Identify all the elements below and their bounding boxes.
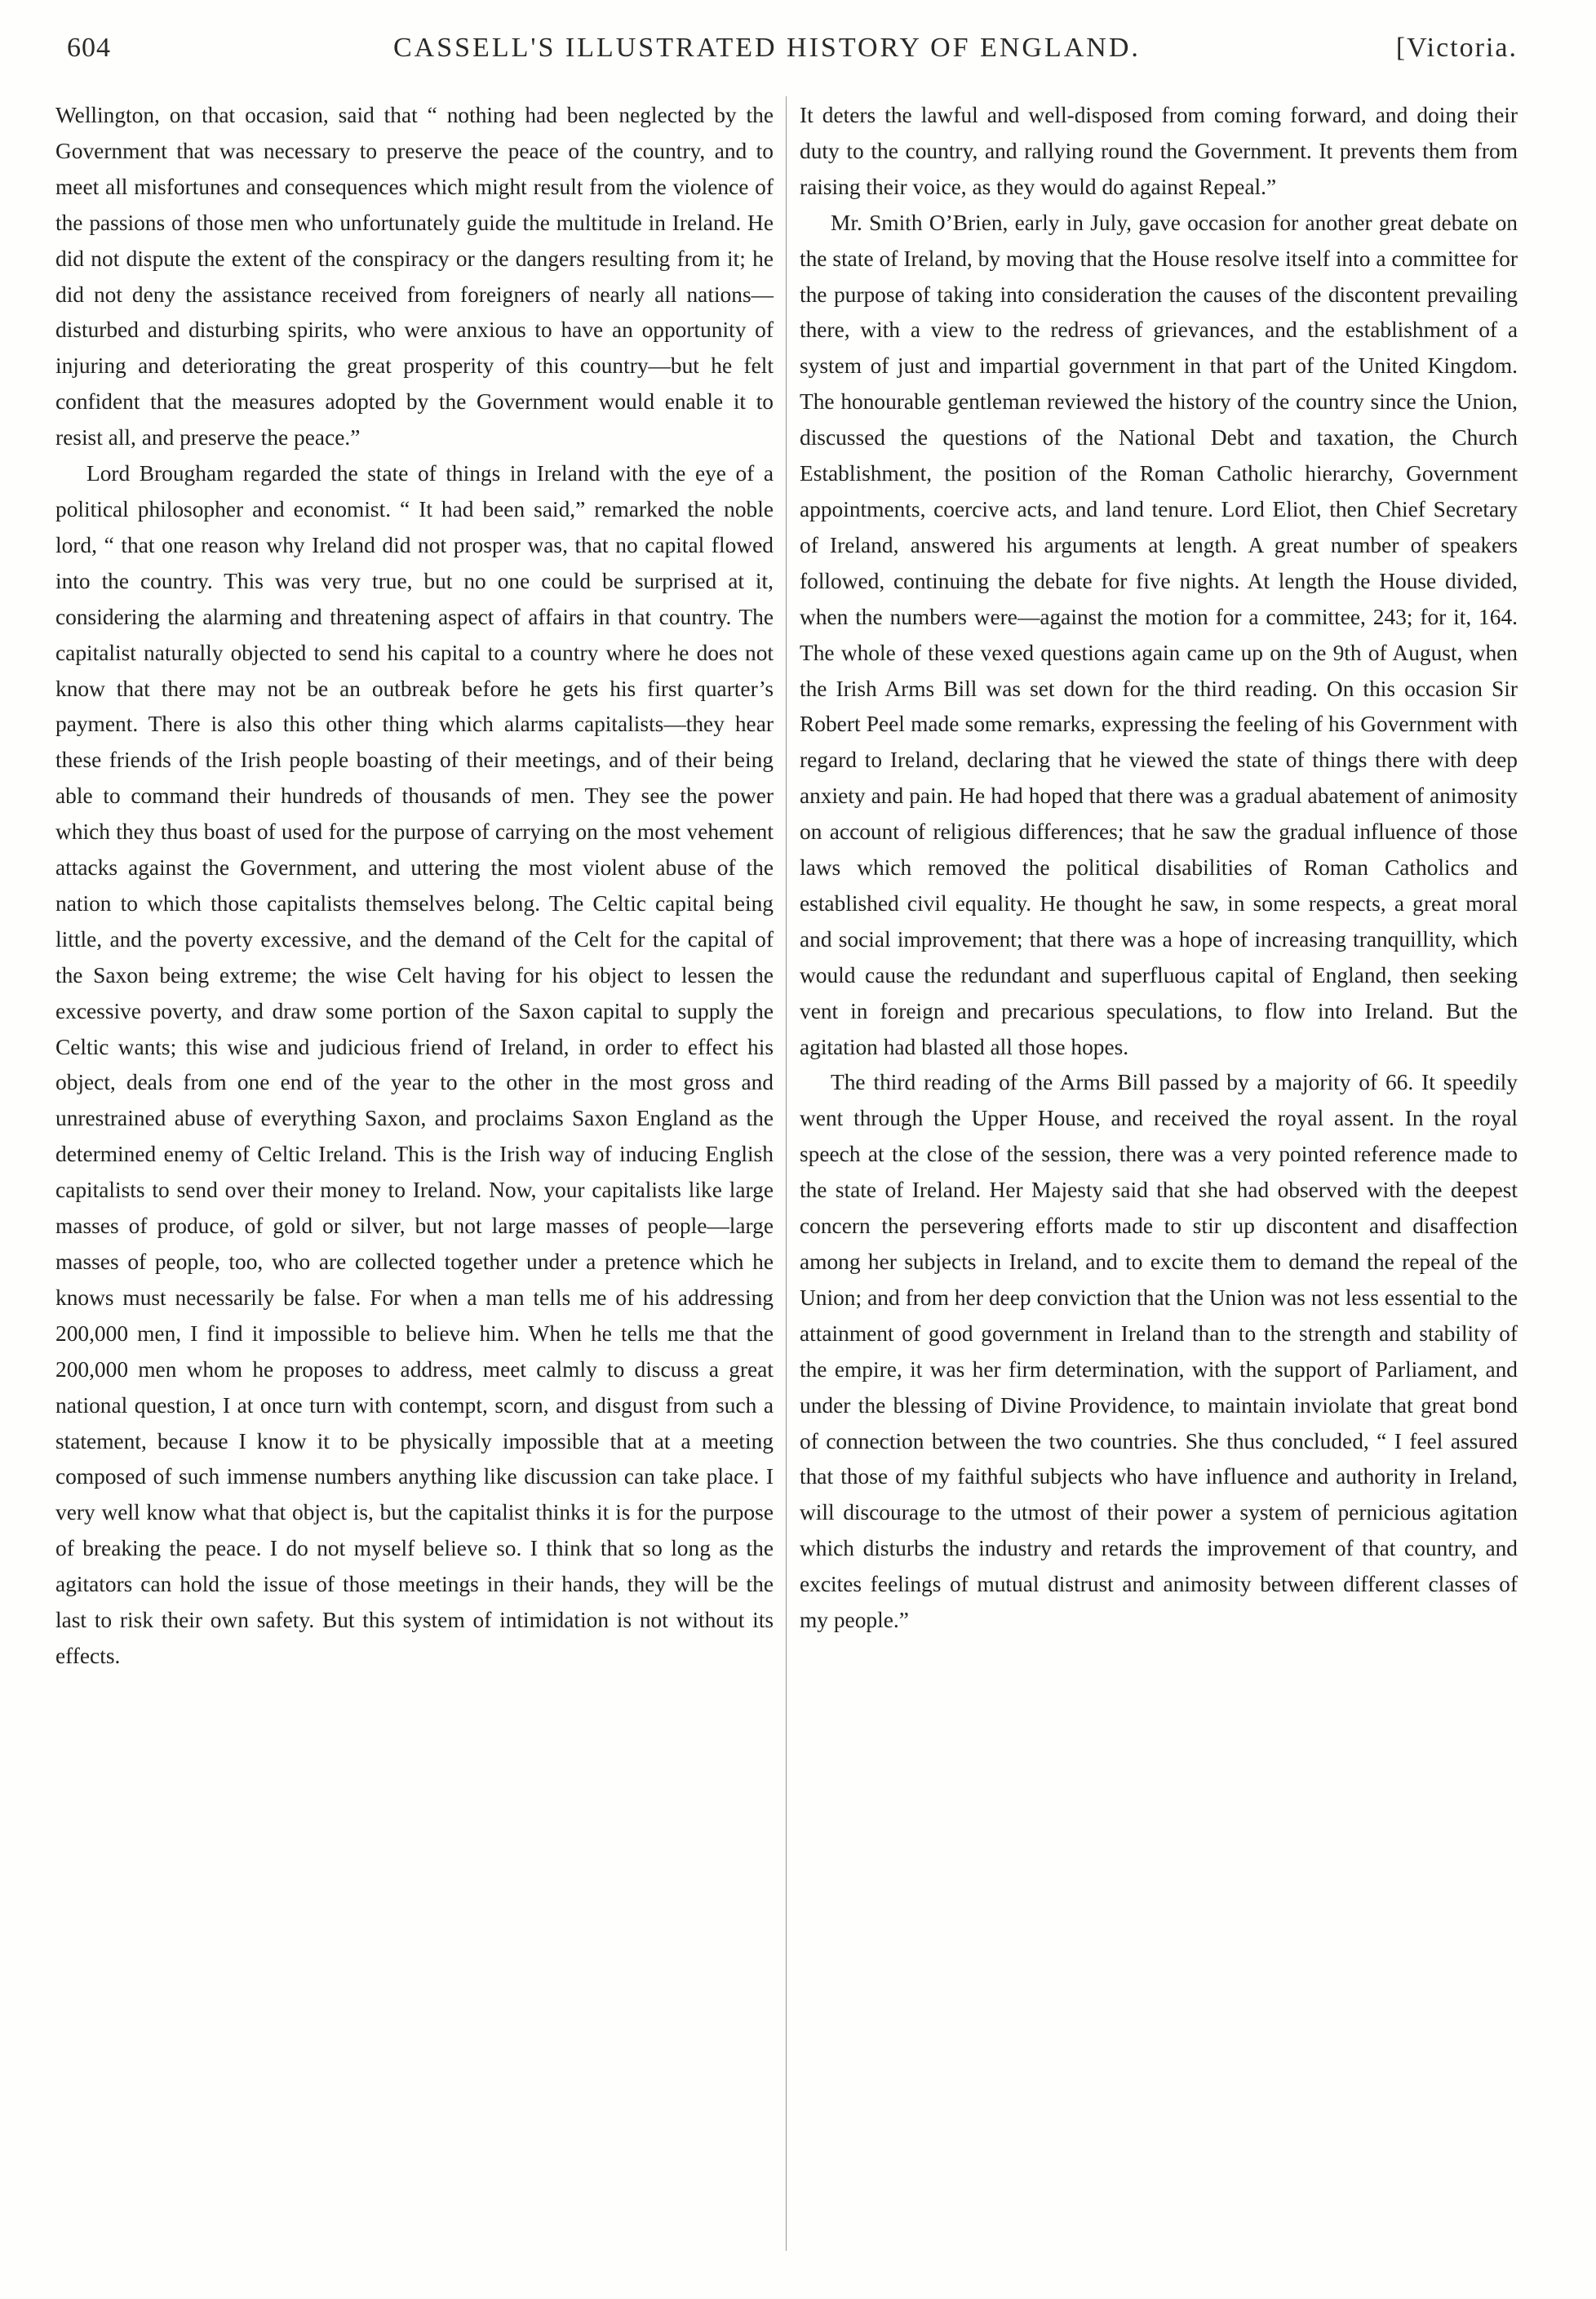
page-number: 604	[67, 33, 111, 63]
right-column	[800, 98, 1518, 1639]
paragraph-lord-brougham: Lord Brougham regarded the state of things in Ireland with the eye of a political philosopher and economist. “ It had been said,” remarked the noble lord, “ that one reason why Ireland did not prosper was, that no capital flowed into the country. This was very true, but no one could be surprised at it, considering the alarming and threatening aspect of affairs in that country. The capitalist naturally objected to send his capital to a country where he does not know that there may not be an outbreak before he gets his first quarter’s payment. There is also this other thing which alarms capitalists—they hear these friends of the Irish people boasting of their meetings, and of their being able to command their hundreds of thousands of men. They see the power which they thus boast of used for the purpose of carrying on the most vehement attacks against the Government, and uttering the most violent abuse of the nation to which those capitalists themselves belong. The Celtic capital being little, and the poverty excessive, and the demand of the Celt for the capital of the Saxon being extreme; the wise Celt having for his object to lessen the excessive poverty, and draw some portion of the Saxon capital to supply the Celtic wants; this wise and judicious friend of Ireland, in order to effect his object, deals from one end of the year to the other in the most gross and unrestrained abuse of everything Saxon, and proclaims Saxon England as the determined enemy of Celtic Ireland. This is the Irish way of inducing English capitalists to send over their money to Ireland. Now, your capitalists like large masses of produce, of gold or silver, but not large masses of people—large masses of people, too, who are collected together under a pretence which he knows must necessarily be false. For when a man tells me of his addressing 200,000 men, I find it impossible to believe him. When he tells me that the 200,000 men whom he proposes to address, meet calmly to discuss a great national question, I at once turn with contempt, scorn, and disgust from such a statement, because I know it to be physically impossible that at a meeting composed of such immense numbers anything like discussion can take place. I very well know what that object is, but the capitalist thinks it is for the purpose of breaking the peace. I do not myself believe so. I think that so long as the agitators can hold the issue of those meetings in their hands, they will be the last to risk their own safety. But this system of intimidation is not without its effects.	[55, 461, 774, 1668]
running-title: CASSELL'S ILLUSTRATED HISTORY OF ENGLAND.	[393, 33, 1141, 63]
left-column	[55, 98, 774, 1675]
paragraph-continuation: It deters the lawful and well-disposed from coming forward, and doing their duty to the country, and rallying round the Government. It prevents them from raising their voice, as they would do against Repeal.”	[800, 103, 1518, 199]
column-divider	[786, 96, 787, 2251]
section-tag: [Victoria.	[1395, 33, 1518, 63]
paragraph-wellington-quote: Wellington, on that occasion, said that “ nothing had been neglected by the Government that was necessary to preserve the peace of the country, and to meet all misfortunes and consequences which might result from the violence of the passions of those men who unfortunately guide the multitude in Ireland. He did not dispute the extent of the conspiracy or the dangers resulting from it; he did not deny the assistance received from foreigners of nearly all nations—disturbed and disturbing spirits, who were anxious to have an opportunity of injuring and deteriorating the great prosperity of this country—but he felt confident that the measures adopted by the Government would enable it to resist all, and preserve the peace.”	[55, 103, 774, 450]
paragraph-smith-obrien: Mr. Smith O’Brien, early in July, gave occasion for another great debate on the state of Ireland, by moving that the House resolve itself into a committee for the purpose of taking into consideration the causes of the discontent prevailing there, with a view to the redress of grievances, and the establishment of a system of just and impartial government in that part of the United Kingdom. The honourable gentleman reviewed the history of the country since the Union, discussed the questions of the National Debt and taxation, the Church Establishment, the position of the Roman Catholic hierarchy, Government appointments, coercive acts, and land tenure. Lord Eliot, then Chief Secretary of Ireland, answered his arguments at length. A great number of speakers followed, continuing the debate for five nights. At length the House divided, when the numbers were—against the motion for a committee, 243; for it, 164. The whole of these vexed questions again came up on the 9th of August, when the Irish Arms Bill was set down for the third reading. On this occasion Sir Robert Peel made some remarks, expressing the feeling of his Government with regard to Ireland, declaring that he viewed the state of things there with deep anxiety and pain. He had hoped that there was a gradual abatement of animosity on account of religious differences; that he saw the gradual influence of those laws which removed the political disabilities of Roman Catholics and established civil equality. He thought he saw, in some respects, a great moral and social improvement; that there was a hope of increasing tranquillity, which would cause the redundant and superfluous capital of England, then seeking vent in foreign and precarious speculations, to flow into Ireland. But the agitation had blasted all those hopes.	[800, 210, 1518, 1059]
page-header	[67, 28, 1518, 77]
paragraph-arms-bill: The third reading of the Arms Bill passed by a majority of 66. It speedily went through the Upper House, and received the royal assent. In the royal speech at the close of the session, there was a very pointed reference made to the state of Ireland. Her Majesty said that she had observed with the deepest concern the persevering efforts made to stir up discontent and disaffection among her subjects in Ireland, and to excite them to demand the repeal of the Union; and from her deep conviction that the Union was not less essential to the attainment of good government in Ireland than to the strength and stability of the empire, it was her firm determination, with the support of Parliament, and under the blessing of Divine Providence, to maintain inviolate that great bond of connection between the two countries. She thus concluded, “ I feel assured that those of my faithful subjects who have influence and authority in Ireland, will discourage to the utmost of their power a system of pernicious agitation which disturbs the industry and retards the improvement of that country, and excites feelings of mutual distrust and animosity between different classes of my people.”	[800, 1070, 1518, 1633]
